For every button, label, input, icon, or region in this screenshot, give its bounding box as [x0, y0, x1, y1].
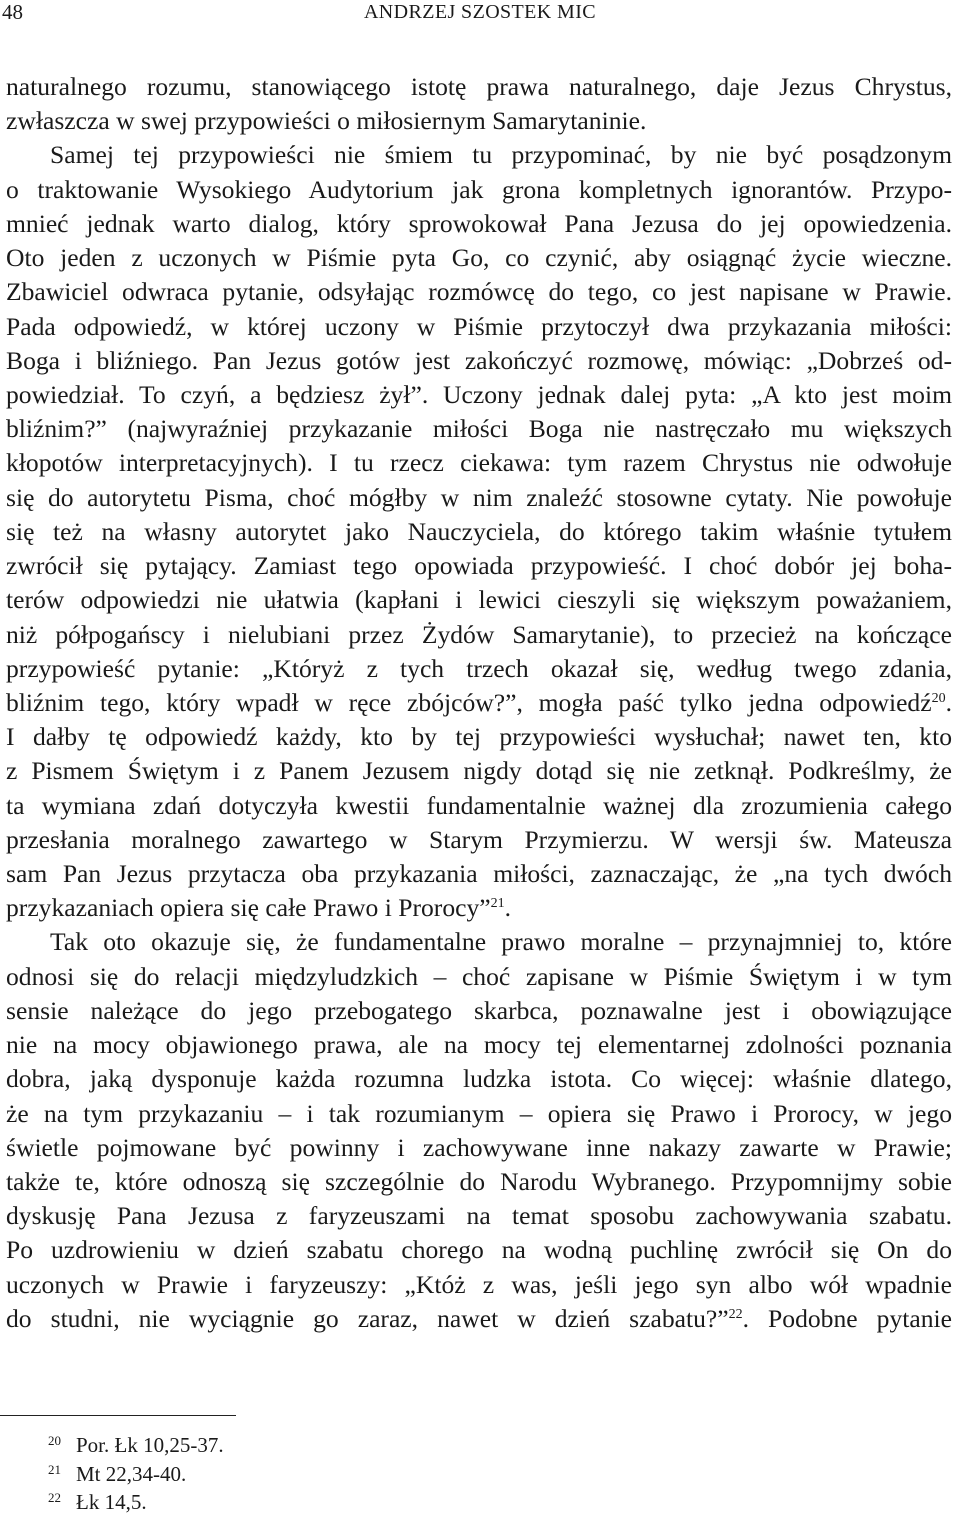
text-line [6, 70, 952, 104]
line-text: przykazaniach opiera się całe Prawo i Prorocy” [6, 893, 491, 923]
footnote-ref: 21 [490, 896, 505, 912]
line-text: przesłania moralnego zawartego w Starym Przymierzu. W wersji św. Mateusza [6, 824, 952, 854]
text-line [6, 1062, 952, 1096]
footnote-separator [0, 1415, 236, 1416]
line-text: świetle pojmowane być powinny i zachowywane inne nakazy zawarte w Prawie; [6, 1132, 952, 1162]
line-text: odnosi się do relacji międzyludzkich – choć zapisane w Piśmie Świętym i w tym [6, 961, 952, 991]
line-text: mnieć jednak warto dialog, który sprowokował Pana Jezusa do jej opowiedzenia. [6, 208, 952, 238]
text-line [6, 138, 952, 172]
line-text: kłopotów interpretacyjnych). I tu rzecz ciekawa: tym razem Chrystus nie odwołuje [6, 448, 952, 478]
line-text: że na tym przykazaniu – i tak rozumianym – opiera się Prawo i Prorocy, w jego [6, 1098, 952, 1128]
line-text: nie na mocy objawionego prawa, ale na mocy tej elementarnej zdolności poznania [6, 1030, 952, 1060]
text-line [6, 720, 952, 754]
text-line [6, 310, 952, 344]
footnote-number: 20 [48, 1433, 61, 1448]
text-line [6, 173, 952, 207]
text-line [6, 1131, 952, 1165]
footnote-21 [48, 1458, 186, 1486]
line-text: Pada odpowiedź, w której uczony w Piśmie przytoczył dwa przykazania miłości: [6, 311, 952, 341]
text-line [6, 412, 952, 446]
text-line [6, 994, 952, 1028]
text-line [6, 754, 952, 788]
footnote-text: Mt 22,34-40. [76, 1462, 187, 1486]
text-line [6, 1165, 952, 1199]
line-text: sensie należące do jego przebogatego skarbca, poznawalne jest i obowiązujące [6, 995, 952, 1025]
line-text: do studni, nie wyciągnie go zaraz, nawet w dzień szabatu?” [6, 1303, 729, 1333]
line-text-after: . [945, 687, 952, 717]
line-text: bliźnim?” (najwyraźniej przykazanie miłości Boga nie nastręczało mu większych [6, 414, 952, 444]
line-text: także te, które odnoszą się szczególnie do Narodu Wybranego. Przypomnijmy sobie [6, 1167, 952, 1196]
text-line [6, 823, 952, 857]
footnote-20 [48, 1429, 224, 1457]
text-line [6, 686, 952, 720]
footnote-22 [48, 1486, 147, 1514]
footnote-ref: 20 [931, 690, 946, 706]
text-line [6, 481, 952, 515]
line-text: sam Pan Jezus przytacza oba przykazania miłości, zaznaczając, że „na tych dwóch [6, 859, 952, 889]
line-text: Samej tej przypowieści nie śmiem tu przypominać, by nie być posądzonym [50, 140, 952, 170]
line-text: uczonych w Prawie i faryzeuszy: „Któż z was, jeśli jego syn albo wół wpadnie [6, 1269, 952, 1299]
body-text [6, 70, 952, 1336]
footnote-number: 21 [48, 1462, 61, 1477]
line-text: ta wymiana zdań dotyczyła kwestii fundamentalnie ważnej dla zrozumienia całego [6, 790, 952, 820]
line-text: Zbawiciel odwraca pytanie, odsyłając rozmówcę do tego, co jest napisane w Prawie. [6, 277, 952, 307]
footnote-text: Por. Łk 10,25-37. [76, 1433, 224, 1457]
text-line [6, 1097, 952, 1131]
text-line [6, 1302, 952, 1336]
line-text: I dałby tę odpowiedź każdy, kto by tej przypowieści wysłuchał; nawet ten, kto [6, 722, 952, 752]
line-text: o traktowanie Wysokiego Audytorium jak grona kompletnych ignorantów. Przypo- [6, 174, 952, 204]
text-line [6, 344, 952, 378]
line-text: niż półpogańscy i nielubiani przez Żydów Samarytanie), to przecież na kończące [6, 619, 952, 649]
running-head: ANDRZEJ SZOSTEK MIC [363, 1, 597, 23]
text-line [6, 857, 952, 891]
text-line [6, 1028, 952, 1062]
line-text: zwrócił się pytający. Zamiast tego opowiada przypowieść. I choć dobór jej boha- [6, 551, 952, 581]
text-line [6, 378, 952, 412]
line-text: dobra, jaką dysponuje każda rozumna ludzka istota. Co więcej: właśnie dlatego, [6, 1064, 952, 1094]
line-text: dyskusję Pana Jezusa z faryzeuszami na temat sposobu zachowywania szabatu. [6, 1201, 952, 1231]
text-line [6, 275, 952, 309]
line-text: Boga i bliźniego. Pan Jezus gotów jest zakończyć rozmowę, mówiąc: „Dobrześ od- [6, 345, 952, 375]
footnote-text: Łk 14,5. [76, 1490, 147, 1514]
text-line [6, 446, 952, 480]
footnote-ref: 22 [728, 1306, 743, 1322]
footnote-number: 22 [48, 1490, 61, 1505]
line-text: Tak oto okazuje się, że fundamentalne prawo moralne – przynajmniej to, które [50, 927, 952, 957]
line-text: zwłaszcza w swej przypowieści o miłosiernym Samarytaninie. [6, 106, 647, 136]
line-text: przypowieść pytanie: „Któryż z tych trzech okazał się, według twego zdania, [6, 653, 952, 683]
text-line [6, 241, 952, 275]
line-text: Oto jeden z uczonych w Piśmie pyta Go, co czynić, aby osiągnąć życie wieczne. [6, 243, 952, 273]
text-line [6, 1268, 952, 1302]
line-text: Po uzdrowieniu w dzień szabatu chorego na wodną puchlinę zwrócił się On do [6, 1235, 952, 1265]
line-text-after: . Podobne pytanie [742, 1303, 952, 1333]
text-line [6, 925, 952, 959]
text-line [6, 583, 952, 617]
line-text: bliźnim tego, który wpadł w ręce zbójców?”, mogła paść tylko jedna odpowiedź [6, 687, 932, 717]
text-line [6, 891, 952, 925]
text-line [6, 207, 952, 241]
line-text: powiedział. To czyń, a będziesz żył”. Uczony jednak dalej pyta: „A kto jest moim [6, 379, 952, 409]
line-text: naturalnego rozumu, stanowiącego istotę prawa naturalnego, daje Jezus Chrystus, [6, 72, 952, 101]
line-text: się też na własny autorytet jako Nauczyciela, do którego takim właśnie tytułem [6, 516, 952, 546]
text-line [6, 960, 952, 994]
text-line [6, 1199, 952, 1233]
text-line [6, 515, 952, 549]
line-text: się do autorytetu Pisma, choć mógłby w nim znaleźć stosowne cytaty. Nie powołuje [6, 482, 952, 512]
text-line [6, 618, 952, 652]
text-line [6, 1233, 952, 1267]
text-line [6, 789, 952, 823]
line-text: terów odpowiedzi nie ułatwia (kapłani i lewici cieszyli się większym poważaniem, [6, 585, 952, 615]
text-line [6, 652, 952, 686]
page-number: 48 [2, 0, 23, 24]
line-text-after: . [504, 893, 512, 923]
text-line [6, 104, 952, 138]
line-text: z Pismem Świętym i z Panem Jezusem nigdy dotąd się nie zetknął. Podkreślmy, że [6, 756, 952, 786]
text-line [6, 549, 952, 583]
